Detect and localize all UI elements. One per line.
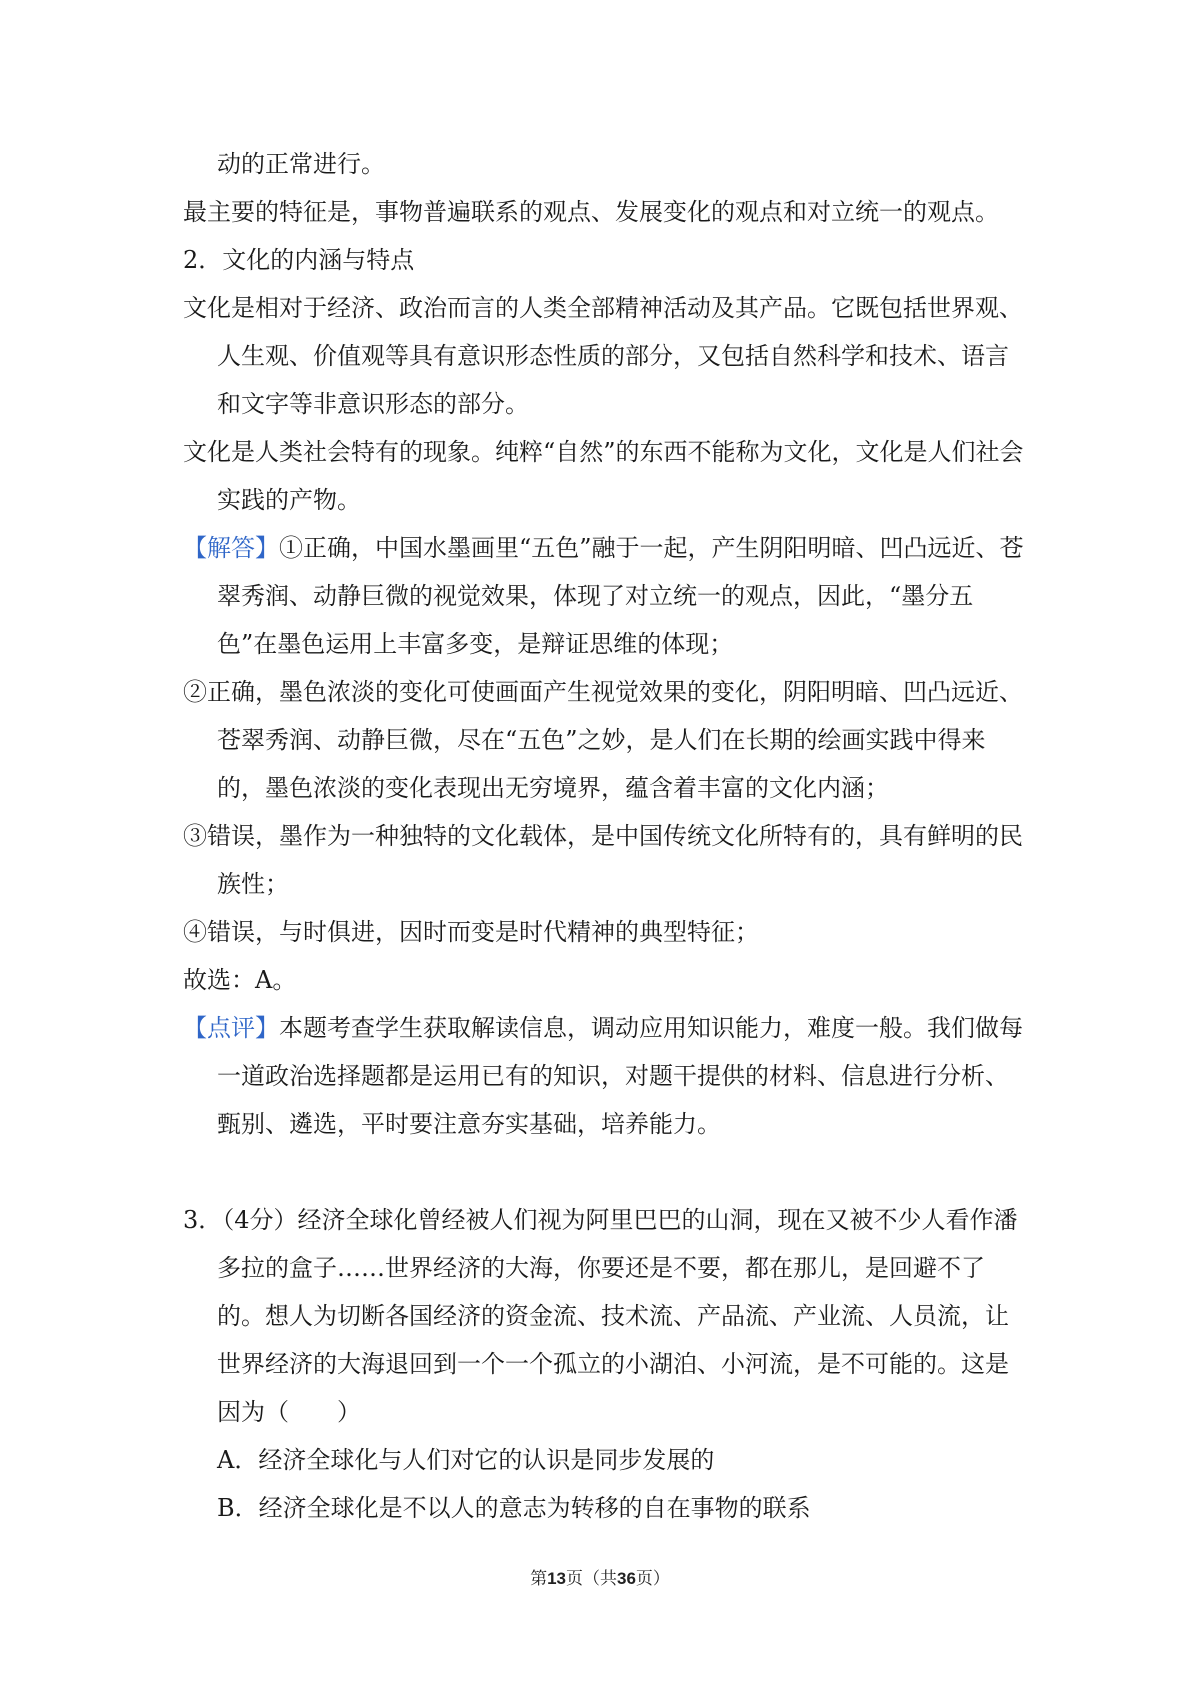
footer-total-pages: 36 — [617, 1569, 636, 1588]
option-a: A．经济全球化与人们对它的认识是同步发展的 — [217, 1446, 715, 1474]
comment-paragraph — [183, 1004, 1028, 1148]
answer-item-4: ④错误，与时俱进，因时而变是时代精神的典型特征； — [183, 918, 759, 946]
answer-item-2: ②正确，墨色浓淡的变化可使画面产生视觉效果的变化，阴阳明暗、凹凸远近、苍翠秀润、动静巨微，尽在“五色”之妙，是人们在长期的绘画实践中得来的，墨色浓淡的变化表现出无穷境界，蕴含着丰富的文化内涵； — [183, 678, 1023, 802]
answer-item-3: ③错误，墨作为一种独特的文化载体，是中国传统文化所特有的，具有鲜明的民族性； — [183, 822, 1023, 898]
answer-text: ①正确，中国水墨画里“五色”融于一起，产生阴阳明暗、凹凸远近、苍翠秀润、动静巨微的视觉效果，体现了对立统一的观点，因此，“墨分五色”在墨色运用上丰富多变，是辩证思维的体现； — [217, 534, 1024, 658]
footer-prefix: 第 — [530, 1569, 548, 1589]
section-heading-culture: 2．文化的内涵与特点 — [183, 246, 415, 274]
comment-tag: 【点评】 — [183, 1014, 279, 1042]
footer-mid: 页（共 — [566, 1569, 617, 1589]
answer-paragraph — [183, 524, 1028, 668]
footer-page-number: 13 — [547, 1569, 566, 1588]
culture-feature-paragraph: 文化是人类社会特有的现象。纯粹“自然”的东西不能称为文化，文化是人们社会实践的产物。 — [183, 438, 1024, 514]
features-paragraph: 最主要的特征是，事物普遍联系的观点、发展变化的观点和对立统一的观点。 — [183, 198, 999, 226]
option-b: B．经济全球化是不以人的意志为转移的自在事物的联系 — [217, 1494, 811, 1522]
spacer — [183, 1148, 1028, 1196]
question-3: 3．（4分）经济全球化曾经被人们视为阿里巴巴的山洞，现在又被不少人看作潘多拉的盒子……世界经济的大海，你要还是不要，都在那儿，是回避不了的。想人为切断各国经济的资金流、技术流、产品流、产业流、人员流，让世界经济的大海退回到一个一个孤立的小湖泊、小河流，是不可能的。这是因为（ ） — [183, 1206, 1018, 1426]
answer-choice: 故选：A。 — [183, 966, 297, 994]
page-content — [183, 140, 1028, 1532]
culture-definition-paragraph: 文化是相对于经济、政治而言的人类全部精神活动及其产品。它既包括世界观、人生观、价值观等具有意识形态性质的部分，又包括自然科学和技术、语言和文字等非意识形态的部分。 — [183, 294, 1023, 418]
page-footer — [0, 1564, 1200, 1589]
answer-tag: 【解答】 — [183, 534, 279, 562]
footer-suffix: 页） — [635, 1569, 670, 1589]
comment-text: 本题考查学生获取解读信息，调动应用知识能力，难度一般。我们做每一道政治选择题都是运用已有的知识，对题干提供的材料、信息进行分析、甄别、遴选，平时要注意夯实基础，培养能力。 — [217, 1014, 1023, 1138]
continued-line: 动的正常进行。 — [217, 150, 385, 178]
